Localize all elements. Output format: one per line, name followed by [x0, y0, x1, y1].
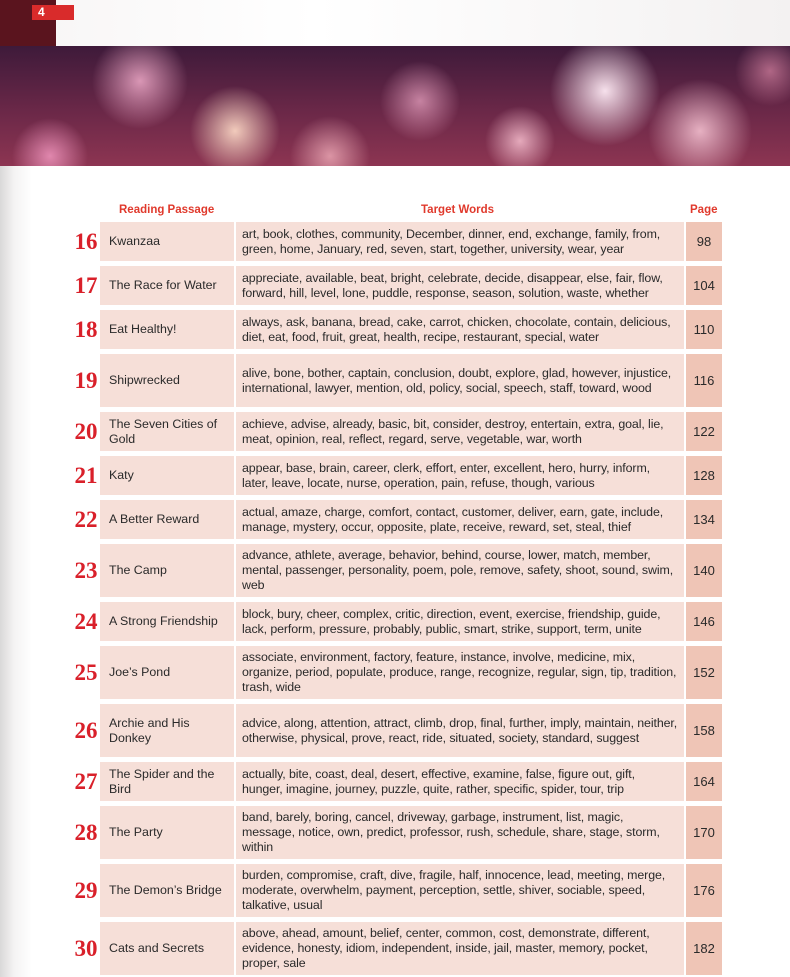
passage-title: Shipwrecked — [100, 354, 234, 407]
passage-title: Katy — [100, 456, 234, 495]
target-words: always, ask, banana, bread, cake, carrot, chicken, chocolate, contain, delicious, diet, eat, food, fruit, great, health, recipe, restaurant, special, water — [236, 310, 684, 349]
target-words: advance, athlete, average, behavior, behind, course, lower, match, member, mental, passenger, personality, poem, pole, remove, safety, shoot, sound, swim, web — [236, 544, 684, 597]
passage-number: 17 — [74, 272, 98, 298]
target-words: actually, bite, coast, deal, desert, effective, examine, false, figure out, gift, hunger, imagine, journey, puzzle, quite, rather, specific, spider, tour, trip — [236, 762, 684, 801]
target-words: art, book, clothes, community, December, dinner, end, exchange, family, from, green, home, January, red, seven, start, together, university, wear, year — [236, 222, 684, 261]
page-ref: 146 — [686, 602, 722, 641]
page-number: 4 — [32, 5, 74, 20]
page-ref: 176 — [686, 864, 722, 917]
page-ref: 98 — [686, 222, 722, 261]
page-ref: 152 — [686, 646, 722, 699]
target-words: appear, base, brain, career, clerk, effort, enter, excellent, hero, hurry, inform, later, leave, locate, nurse, operation, pain, refuse, though, various — [236, 456, 684, 495]
header-target-words: Target Words — [421, 204, 495, 216]
bokeh-banner — [0, 46, 790, 166]
passage-title: The Demon’s Bridge — [100, 864, 234, 917]
passage-number: 19 — [74, 367, 98, 393]
passage-title: Eat Healthy! — [100, 310, 234, 349]
passage-number: 20 — [74, 418, 98, 444]
passage-number: 16 — [74, 228, 98, 254]
table-row — [60, 704, 722, 757]
table-row — [60, 222, 722, 261]
passage-title: The Seven Cities of Gold — [100, 412, 234, 451]
passage-title: A Strong Friendship — [100, 602, 234, 641]
passage-number: 21 — [74, 462, 98, 488]
passage-title: Joe’s Pond — [100, 646, 234, 699]
header-page: Page — [690, 204, 718, 216]
page-ref: 110 — [686, 310, 722, 349]
table-row — [60, 544, 722, 597]
passage-number: 27 — [74, 768, 98, 794]
table-row — [60, 412, 722, 451]
passage-number: 29 — [74, 877, 98, 903]
top-bar — [0, 0, 790, 46]
page-ref: 164 — [686, 762, 722, 801]
table-row — [60, 602, 722, 641]
passage-title: The Spider and the Bird — [100, 762, 234, 801]
table-row — [60, 762, 722, 801]
target-words: above, ahead, amount, belief, center, common, cost, demonstrate, different, evidence, honesty, idiom, independent, inside, jail, master, memory, pocket, proper, sale — [236, 922, 684, 975]
passage-number: 22 — [74, 506, 98, 532]
table-row — [60, 310, 722, 349]
page-ref: 158 — [686, 704, 722, 757]
target-words: actual, amaze, charge, comfort, contact, customer, deliver, earn, gate, include, manage, mystery, occur, opposite, plate, receive, reward, set, steal, thief — [236, 500, 684, 539]
target-words: alive, bone, bother, captain, conclusion, doubt, explore, glad, however, injustice, international, lawyer, mention, old, policy, social, speech, staff, toward, wood — [236, 354, 684, 407]
table-row — [60, 922, 722, 975]
passage-number: 23 — [74, 557, 98, 583]
page-ref: 128 — [686, 456, 722, 495]
page-ref: 170 — [686, 806, 722, 859]
passage-number: 30 — [74, 935, 98, 961]
target-words: burden, compromise, craft, dive, fragile, half, innocence, lead, meeting, merge, moderate, overwhelm, payment, perception, settle, shiver, sociable, speed, talkative, usual — [236, 864, 684, 917]
passage-title: Cats and Secrets — [100, 922, 234, 975]
header-reading-passage: Reading Passage — [119, 204, 215, 216]
table-row — [60, 456, 722, 495]
page-ref: 122 — [686, 412, 722, 451]
target-words: achieve, advise, already, basic, bit, consider, destroy, entertain, extra, goal, lie, meat, opinion, real, reflect, regard, serve, vegetable, war, worth — [236, 412, 684, 451]
passage-number: 25 — [74, 659, 98, 685]
passage-title: Archie and His Donkey — [100, 704, 234, 757]
passage-number: 24 — [74, 608, 98, 634]
target-words: advice, along, attention, attract, climb, drop, final, further, imply, maintain, neither, otherwise, physical, prove, react, ride, situated, society, standard, suggest — [236, 704, 684, 757]
target-words: associate, environment, factory, feature, instance, involve, medicine, mix, organize, period, populate, produce, range, recognize, regular, sign, tip, tradition, trash, wide — [236, 646, 684, 699]
target-words: band, barely, boring, cancel, driveway, garbage, instrument, list, magic, message, notice, own, predict, professor, rush, schedule, share, stage, storm, within — [236, 806, 684, 859]
passage-title: The Race for Water — [100, 266, 234, 305]
page-ref: 116 — [686, 354, 722, 407]
target-words: appreciate, available, beat, bright, celebrate, decide, disappear, else, fair, flow, forward, hill, level, lone, puddle, response, season, solution, waste, whether — [236, 266, 684, 305]
table-row — [60, 646, 722, 699]
passage-title: The Party — [100, 806, 234, 859]
table-row — [60, 266, 722, 305]
passage-number: 28 — [74, 819, 98, 845]
page-ref: 134 — [686, 500, 722, 539]
passage-number: 26 — [74, 717, 98, 743]
passage-title: A Better Reward — [100, 500, 234, 539]
passage-number: 18 — [74, 316, 98, 342]
table-row — [60, 806, 722, 859]
passage-title: The Camp — [100, 544, 234, 597]
table-row — [60, 500, 722, 539]
target-words: block, bury, cheer, complex, critic, direction, event, exercise, friendship, guide, lack, perform, pressure, probably, public, smart, strike, support, term, unite — [236, 602, 684, 641]
table-row — [60, 864, 722, 917]
page-ref: 182 — [686, 922, 722, 975]
page-ref: 104 — [686, 266, 722, 305]
passage-title: Kwanzaa — [100, 222, 234, 261]
page-ref: 140 — [686, 544, 722, 597]
table-row — [60, 354, 722, 407]
